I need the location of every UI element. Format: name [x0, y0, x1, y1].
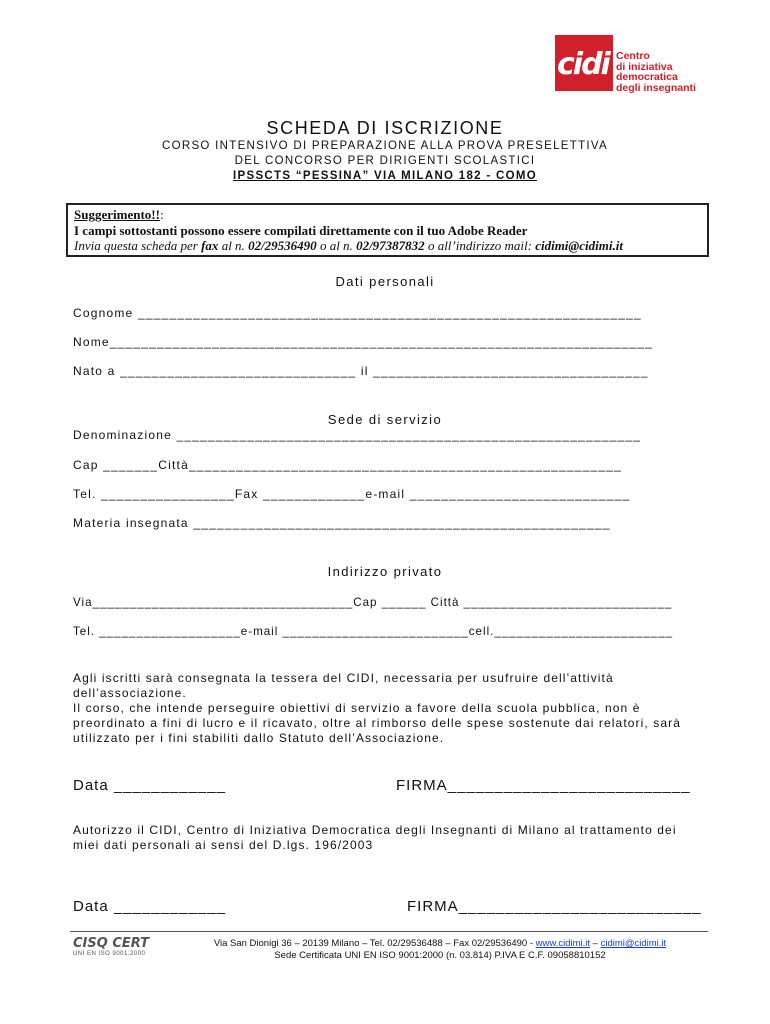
- date-field-1[interactable]: Data ____________: [73, 777, 226, 794]
- birth-field[interactable]: Nato a ______________________________ il ___________________________________: [73, 364, 649, 378]
- cidi-logo-mark: [555, 35, 613, 91]
- via-cap-citta-field[interactable]: Via___________________________________Cap ______ Città ____________________________: [73, 596, 673, 609]
- membership-info: Agli iscritti sarà consegnata la tessera del CIDI, necessaria per usufruire dell’attività dell’associazione. Il corso, che intende perseguire obiettivi di servizio a favore della scuola pubblica, non è preordinato a fini di lucro e il ricavato, oltre al rimborso delle spese sostenute dai relatori, sarà utilizzato per i fini stabiliti dallo Statuto dell’Associazione.: [73, 671, 682, 745]
- contact-email[interactable]: cidimi@cidimi.it: [535, 238, 623, 253]
- section-sede-servizio: Sede di servizio: [327, 412, 443, 427]
- privacy-consent: Autorizzo il CIDI, Centro di Iniziativa Democratica degli Insegnanti di Milano al trattamento dei miei dati personali ai sensi del D.lgs. 196/2003: [73, 823, 677, 852]
- signature-field-2[interactable]: FIRMA__________________________: [407, 898, 702, 915]
- tel-email-cell-field[interactable]: Tel. ___________________e-mail _________________________cell.________________________: [73, 625, 674, 638]
- tel-fax-email-field[interactable]: Tel. _________________Fax _____________e-mail ____________________________: [73, 487, 631, 501]
- suggestion-line-2: Invia questa scheda per fax al n. 02/29536490 o al n. 02/97387832 o all’indirizzo mail: cidimi@cidimi.it: [74, 238, 623, 253]
- materia-field[interactable]: Materia insegnata _____________________________________________________: [73, 516, 611, 530]
- suggestion-label: Suggerimento!!: [74, 207, 160, 222]
- logo-mark-text: cidi: [557, 47, 609, 82]
- denominazione-field[interactable]: Denominazione ___________________________________________________________: [73, 428, 642, 442]
- cognome-field[interactable]: Cognome ________________________________________________________________: [73, 306, 642, 320]
- nome-field[interactable]: Nome_____________________________________________________________________: [73, 335, 654, 349]
- date-field-2[interactable]: Data ____________: [73, 898, 226, 915]
- section-dati-personali: Dati personali: [335, 274, 435, 289]
- cidi-logo: [555, 35, 705, 93]
- suggestion-line-1: I campi sottostanti possono essere compilati direttamente con il tuo Adobe Reader: [74, 222, 528, 238]
- signature-field-1[interactable]: FIRMA__________________________: [396, 777, 691, 794]
- footer-address: Via San Dionigi 36 – 20139 Milano – Tel. 02/29536488 – Fax 02/29536490 - www.cidimi.it – cidimi@cidimi.it: [213, 938, 667, 949]
- cisq-cert-logo: CISQ CERT UNI EN ISO 9001:2000: [73, 936, 150, 957]
- course-line-2: DEL CONCORSO PER DIRIGENTI SCOLASTICI: [234, 155, 536, 167]
- website-link[interactable]: www.cidimi.it: [535, 938, 591, 949]
- logo-text: [616, 51, 696, 93]
- footer-divider: [70, 931, 708, 932]
- logo-line: democratica: [616, 71, 678, 83]
- course-line-1: CORSO INTENSIVO DI PREPARAZIONE ALLA PROVA PRESELETTIVA: [162, 140, 608, 152]
- suggestion-heading: Suggerimento!!:: [74, 207, 164, 222]
- logo-line: Centro: [616, 50, 650, 62]
- email-link[interactable]: cidimi@cidimi.it: [600, 938, 667, 949]
- footer-certification: Sede Certificata UNI EN ISO 9001:2000 (n. 03.814) P.IVA E C.F. 09058810152: [274, 950, 606, 961]
- logo-line: degli insegnanti: [616, 81, 696, 94]
- cap-citta-field[interactable]: Cap _______Città_______________________________________________________: [73, 458, 622, 472]
- course-venue: IPSSCTS “PESSINA” VIA MILANO 182 - COMO: [233, 170, 537, 182]
- logo-line: di iniziativa: [616, 60, 673, 73]
- suggestion-box: [66, 203, 709, 257]
- section-indirizzo-privato: Indirizzo privato: [327, 564, 443, 579]
- page-title: SCHEDA DI ISCRIZIONE: [266, 118, 504, 138]
